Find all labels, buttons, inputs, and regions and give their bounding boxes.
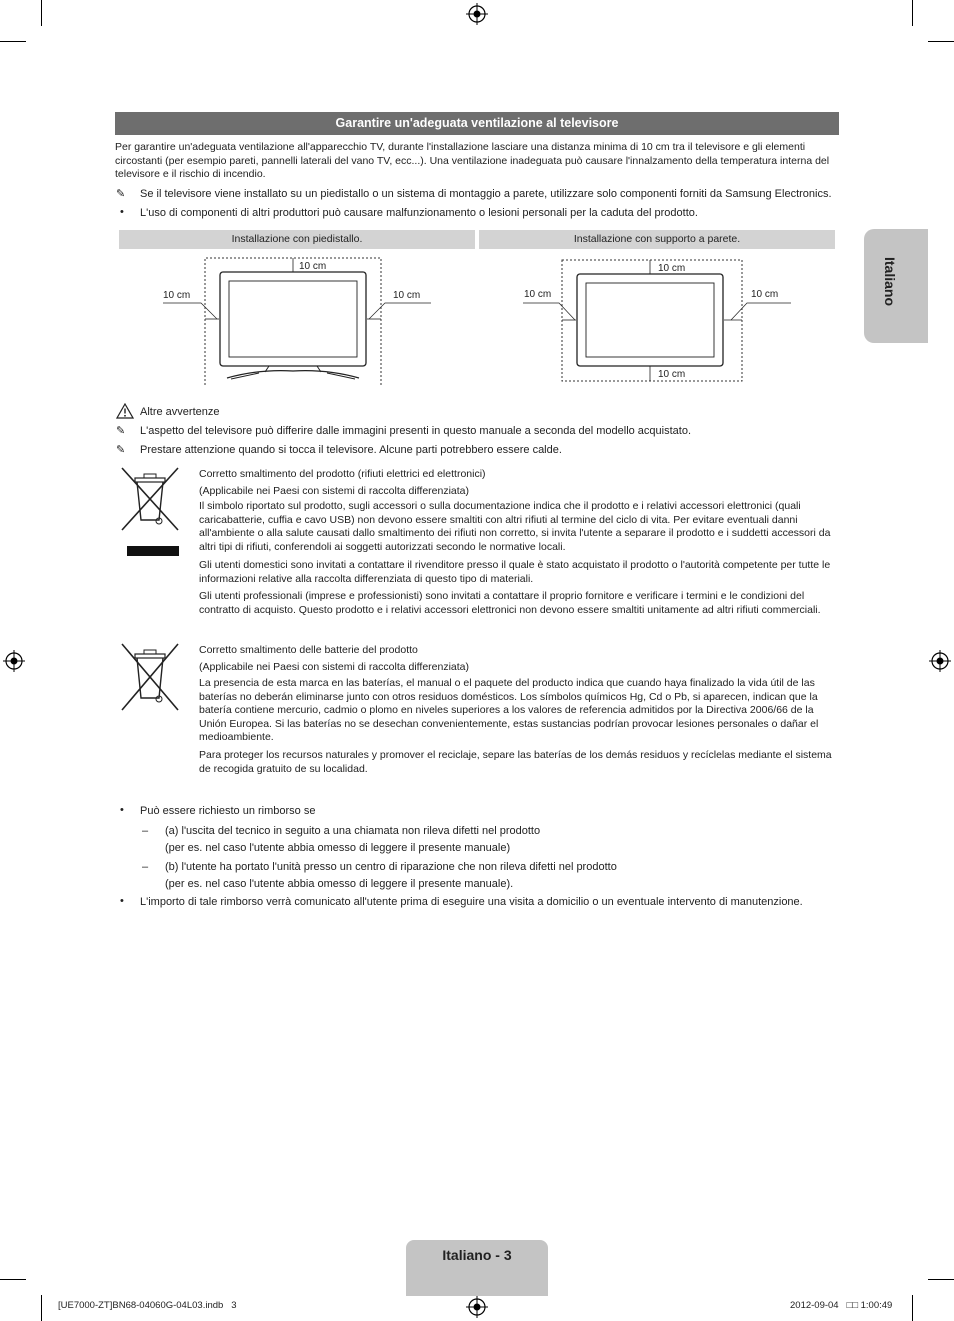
weee-paragraph-1: Il simbolo riportato sul prodotto, sugli accessori o sulla documentazione indica che il prodotto e i relativi accessori elettronici (quali caricabatterie, cuffia e cavo USB) non devono essere smaltiti con altri rifiuti al termine del ciclo di vita. Per evitare eventuali danni all'ambiente o alla salute causati dallo smaltimento dei rifiuti non corretto, si invita l'utente a separare il prodotto e i suddetti accessori da altri tipi di rifiuti, conferendoli ai soggetti autorizzati secondo le normative locali. (199, 500, 831, 553)
bullet-icon: • (120, 804, 124, 816)
distance-label-left: 10 cm (524, 289, 552, 300)
bullet-icon: • (120, 895, 124, 907)
crop-mark (0, 41, 26, 42)
intro-paragraph: Per garantire un'adeguata ventilazione all'apparecchio TV, durante l'installazione lasciare una distanza minima di 10 cm tra il televisore e gli elementi circostanti (per esempio pareti, pannelli laterali del vano TV, ecc...). Una ventilazione inadeguata può causare l'innalzamento della temperatura interna del televisore e il rischio di incendio. (115, 141, 830, 180)
distance-label-bottom: 10 cm (658, 369, 686, 380)
dash-icon: – (142, 861, 149, 873)
weee-title: Corretto smaltimento del prodotto (rifiuti elettrici ed elettronici) (199, 468, 486, 480)
warning-note-hot-parts: Prestare attenzione quando si tocca il televisore. Alcune parti potrebbero essere calde. (140, 444, 562, 456)
dash-icon: – (142, 825, 149, 837)
bullet-icon: • (120, 206, 124, 218)
bullet-other-components: L'uso di componenti di altri produttori può causare malfunzionamento o lesioni personali per la caduta del prodotto. (140, 207, 698, 219)
crop-mark (41, 1295, 42, 1321)
language-side-tab (864, 229, 928, 343)
note-icon: ✎ (116, 444, 126, 456)
distance-label-right: 10 cm (393, 290, 421, 301)
weee-subtitle: (Applicabile nei Paesi con sistemi di raccolta differenziata) (199, 485, 470, 497)
distance-label-left: 10 cm (163, 290, 191, 301)
note-samsung: Se il televisore viene installato su un piedistallo o un sistema di montaggio a parete, utilizzare solo componenti forniti da Samsung Electronics. (140, 188, 832, 200)
page-number-tab: Italiano - 3 (406, 1240, 548, 1296)
registration-mark-icon (929, 650, 951, 672)
wall-installation-diagram (479, 252, 835, 386)
registration-mark-icon (466, 3, 488, 25)
stand-installation-diagram (119, 252, 475, 386)
section-title: Garantire un'adeguata ventilazione al televisore (115, 112, 839, 135)
wall-caption: Installazione con supporto a parete. (479, 230, 835, 249)
refund-a-line1: (a) l'uscita del tecnico in seguito a una chiamata non rileva difetti nel prodotto (165, 825, 541, 837)
stand-caption: Installazione con piedistallo. (119, 230, 475, 249)
crossed-battery-bin-icon (119, 642, 181, 714)
distance-label-right: 10 cm (751, 289, 779, 300)
crop-mark (928, 41, 954, 42)
refund-intro: Può essere richiesto un rimborso se (140, 805, 316, 817)
crop-mark (912, 1295, 913, 1321)
refund-b-line2: (per es. nel caso l'utente abbia omesso di leggere il presente manuale). (165, 878, 514, 890)
crossed-bin-icon (119, 466, 181, 558)
refund-final: L'importo di tale rimborso verrà comunicato all'utente prima di eseguire una visita a domicilio o un eventuale intervento di manutenzione. (140, 896, 803, 908)
language-side-tab-label: Italiano (882, 257, 898, 307)
battery-paragraph-2: Para proteger los recursos naturales y promover el reciclaje, separe las baterías de los demás residuos y recíclelas mediante el sistema de recogida gratuito de su localidad. (199, 749, 832, 775)
refund-a-line2: (per es. nel caso l'utente abbia omesso di leggere il presente manuale) (165, 842, 511, 854)
footer-file-info: [UE7000-ZT]BN68-04060G-04L03.indb 3 (58, 1300, 237, 1311)
crop-mark (0, 1279, 26, 1280)
weee-paragraph-3: Gli utenti professionali (imprese e professionisti) sono invitati a contattare il proprio fornitore e verificare i termini e le condizioni del contratto di acquisto. Questo prodotto e i relativi accessori elettronici non devono essere smaltiti unitamente ad altri rifiuti commerciali. (199, 590, 821, 616)
crop-mark (912, 0, 913, 26)
crop-mark (41, 0, 42, 26)
distance-label-top: 10 cm (658, 263, 686, 274)
battery-paragraph-1: La presencia de esta marca en las baterías, el manual o el paquete del producto indica que cuando haya finalizado la vida útil de las baterías no deberán eliminarse junto con otros residuos domésticos. Los símbolos químicos Hg, Cd o Pb, si aparecen, indican que la batería contiene mercurio, cadmio o plomo en niveles superiores a los valores de referencia admitidos por la Directiva 2006/66 de la Unión Europea. Si las baterías no se desechan convenientemente, estas sustancias podrían provocar lesiones personales o dañar el medioambiente. (199, 677, 819, 743)
crop-mark (928, 1279, 954, 1280)
warnings-title: Altre avvertenze (140, 406, 220, 418)
distance-label-top: 10 cm (299, 261, 327, 272)
battery-title: Corretto smaltimento delle batterie del prodotto (199, 644, 418, 656)
registration-mark-icon (3, 650, 25, 672)
footer-timestamp: 2012-09-04 □□ 1:00:49 (790, 1300, 893, 1311)
note-icon: ✎ (116, 188, 126, 200)
registration-mark-icon (466, 1296, 488, 1318)
warning-icon (116, 403, 134, 419)
weee-paragraph-2: Gli utenti domestici sono invitati a contattare il rivenditore presso il quale è stato acquistato il prodotto o l'autorità competente per tutte le informazioni relative alla raccolta differenziata di questo tipo di materiali. (199, 559, 831, 585)
warning-note-appearance: L'aspetto del televisore può differire dalle immagini presenti in questo manuale a seconda del modello acquistato. (140, 425, 692, 437)
refund-b-line1: (b) l'utente ha portato l'unità presso un centro di riparazione che non rileva difetti nel prodotto (165, 861, 617, 873)
battery-subtitle: (Applicabile nei Paesi con sistemi di raccolta differenziata) (199, 661, 470, 673)
note-icon: ✎ (116, 425, 126, 437)
